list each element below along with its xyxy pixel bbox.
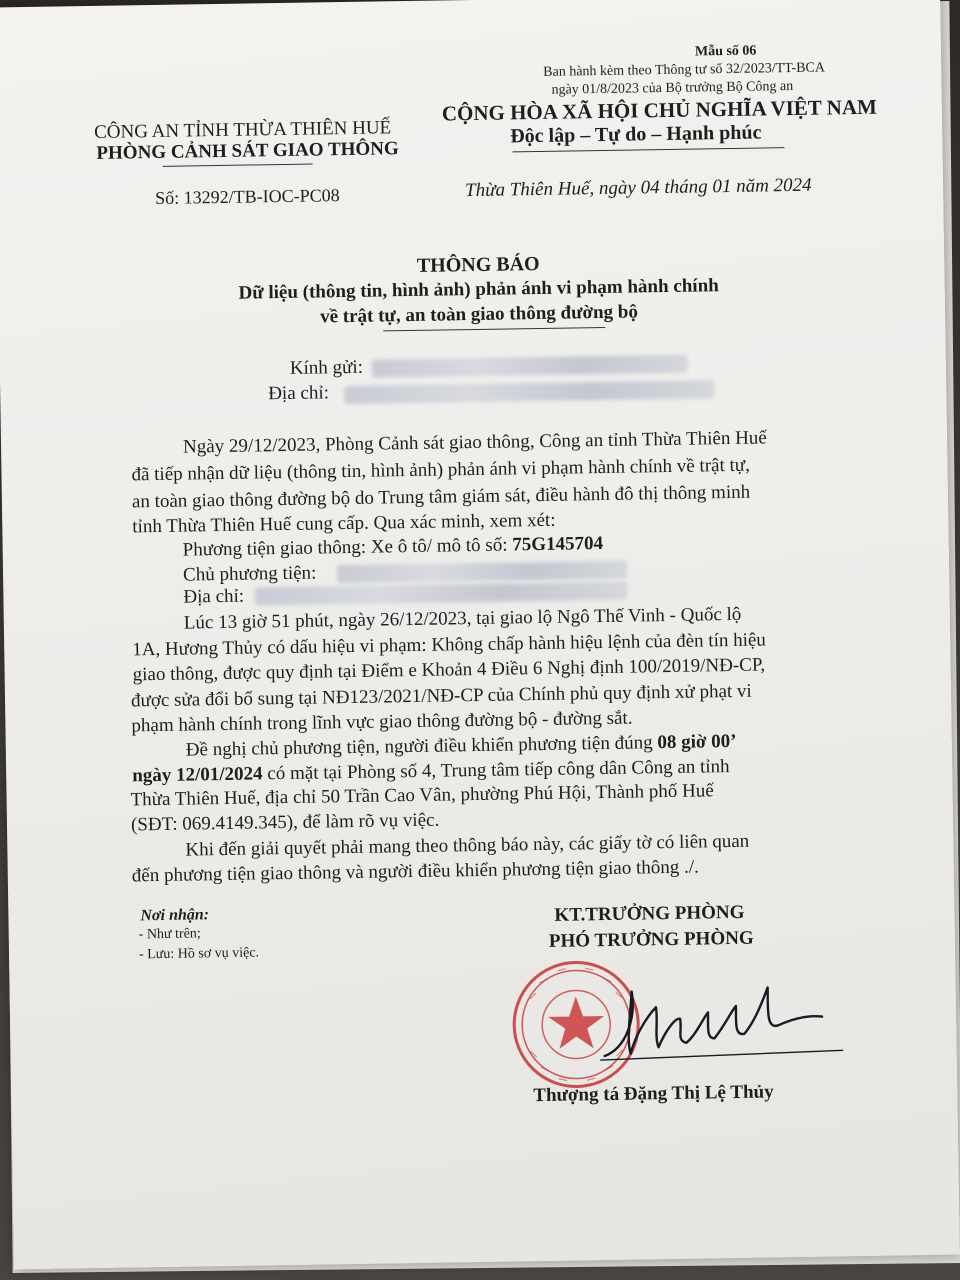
- recipients-item-1: - Như trên;: [138, 926, 201, 943]
- national-motto: Độc lập – Tự do – Hạnh phúc: [510, 121, 762, 148]
- subtitle-underline: [383, 327, 605, 331]
- document-number: Số: 13292/TB-IOC-PC08: [155, 185, 340, 209]
- form-number: Mẫu số 06: [694, 43, 757, 60]
- issuing-department: PHÒNG CẢNH SÁT GIAO THÔNG: [96, 138, 399, 164]
- signer-name: Thượng tá Đặng Thị Lệ Thủy: [533, 1081, 774, 1107]
- signature-title-1: KT.TRƯỞNG PHÒNG: [554, 901, 745, 926]
- appointment-date: ngày 12/01/2024: [132, 763, 263, 787]
- document-subtitle-line2: về trật tự, an toàn giao thông đường bộ: [319, 301, 639, 328]
- recipient-address-label: Địa chỉ:: [268, 382, 330, 405]
- body-paragraph1-line2: đã tiếp nhận dữ liệu (thông tin, hình ảnh) phản ánh vi phạm hành chính về trật tự,: [131, 454, 751, 486]
- body-paragraph3-line4: (SĐT: 069.4149.345), để làm rõ vụ việc.: [130, 809, 440, 836]
- body-paragraph2-line3: giao thông, được quy định tại Điểm e Khoản 4 Điều 6 Nghị định 100/2019/NĐ-CP,: [132, 654, 766, 686]
- body-paragraph2-line2: 1A, Hương Thủy có dấu hiệu vi phạm: Không chấp hành hiệu lệnh của đèn tín hiệu: [132, 629, 767, 661]
- vehicle-line: [183, 533, 604, 562]
- redacted-owner-address: [255, 582, 627, 606]
- body-paragraph1-line3: an toàn giao thông đường bộ do Trung tâm giám sát, điều hành đô thị thông minh: [131, 481, 751, 513]
- document-title: THÔNG BÁO: [416, 252, 540, 277]
- redacted-owner-name: [337, 561, 627, 584]
- national-title: CỘNG HÒA XÃ HỘI CHỦ NGHĨA VIỆT NAM: [441, 94, 878, 126]
- signature-title-2: PHÓ TRƯỞNG PHÒNG: [548, 927, 754, 952]
- recipients-item-2: - Lưu: Hồ sơ vụ việc.: [138, 945, 260, 963]
- body-paragraph2-line4: được sửa đổi bổ sung tại NĐ123/2021/NĐ-CP của Chính phủ quy định xử phạt vi: [130, 680, 752, 712]
- body-paragraph1-line4: tỉnh Thừa Thiên Huế cung cấp. Qua xác minh, xem xét:: [132, 509, 556, 538]
- recipients-heading: Nơi nhận:: [140, 906, 210, 925]
- handwritten-signature: [595, 974, 846, 1068]
- recipient-label: Kính gửi:: [289, 356, 364, 379]
- body-paragraph2-line1: Lúc 13 giờ 51 phút, ngày 26/12/2023, tại giao lộ Ngô Thế Vinh - Quốc lộ: [183, 603, 742, 634]
- body-paragraph3-line3: Thừa Thiên Huế, địa chỉ 50 Trần Cao Vân, phường Phú Hội, Thành phố Huế: [130, 780, 714, 811]
- appointment-place: có mặt tại Phòng số 4, Trung tâm tiếp công dân Công an tỉnh: [262, 756, 730, 785]
- issuing-agency: CÔNG AN TỈNH THỪA THIÊN HUẾ: [93, 117, 392, 143]
- place-and-date: Thừa Thiên Huế, ngày 04 tháng 01 năm 2024: [464, 174, 812, 202]
- body-paragraph1-line1: Ngày 29/12/2023, Phòng Cảnh sát giao thông, Công an tỉnh Thừa Thiên Huế: [182, 427, 767, 458]
- owner-label: Chủ phương tiện:: [182, 562, 317, 586]
- department-underline: [163, 164, 313, 167]
- form-issued-note: Ban hành kèm theo Thông tư số 32/2023/TT-BCA: [543, 60, 826, 80]
- owner-address-label: Địa chỉ:: [183, 585, 245, 608]
- body-paragraph2-line5: phạm hành chính trong lĩnh vực giao thông đường bộ - đường sắt.: [131, 707, 633, 737]
- redacted-recipient-name: [372, 355, 688, 378]
- body-paragraph4-line2: đến phương tiện giao thông và người điều khiển phương tiện giao thông ./.: [131, 856, 700, 887]
- form-issued-date: ngày 01/8/2023 của Bộ trưởng Bộ Công an: [551, 78, 794, 98]
- motto-underline: [512, 147, 784, 152]
- document-subtitle-line1: Dữ liệu (thông tin, hình ảnh) phản ánh vi phạm hành chính: [238, 275, 719, 304]
- redacted-recipient-address: [344, 380, 714, 404]
- appointment-time: 08 giờ 00’: [657, 730, 737, 754]
- vehicle-label: Phương tiện giao thông: Xe ô tô/ mô tô số:: [182, 534, 513, 561]
- vehicle-plate: 75G145704: [512, 533, 604, 556]
- body-paragraph4-line1: Khi đến giải quyết phải mang theo thông báo này, các giấy tờ có liên quan: [185, 830, 750, 861]
- request-text: Đề nghị chủ phương tiện, người điều khiển phương tiện đúng: [185, 732, 658, 761]
